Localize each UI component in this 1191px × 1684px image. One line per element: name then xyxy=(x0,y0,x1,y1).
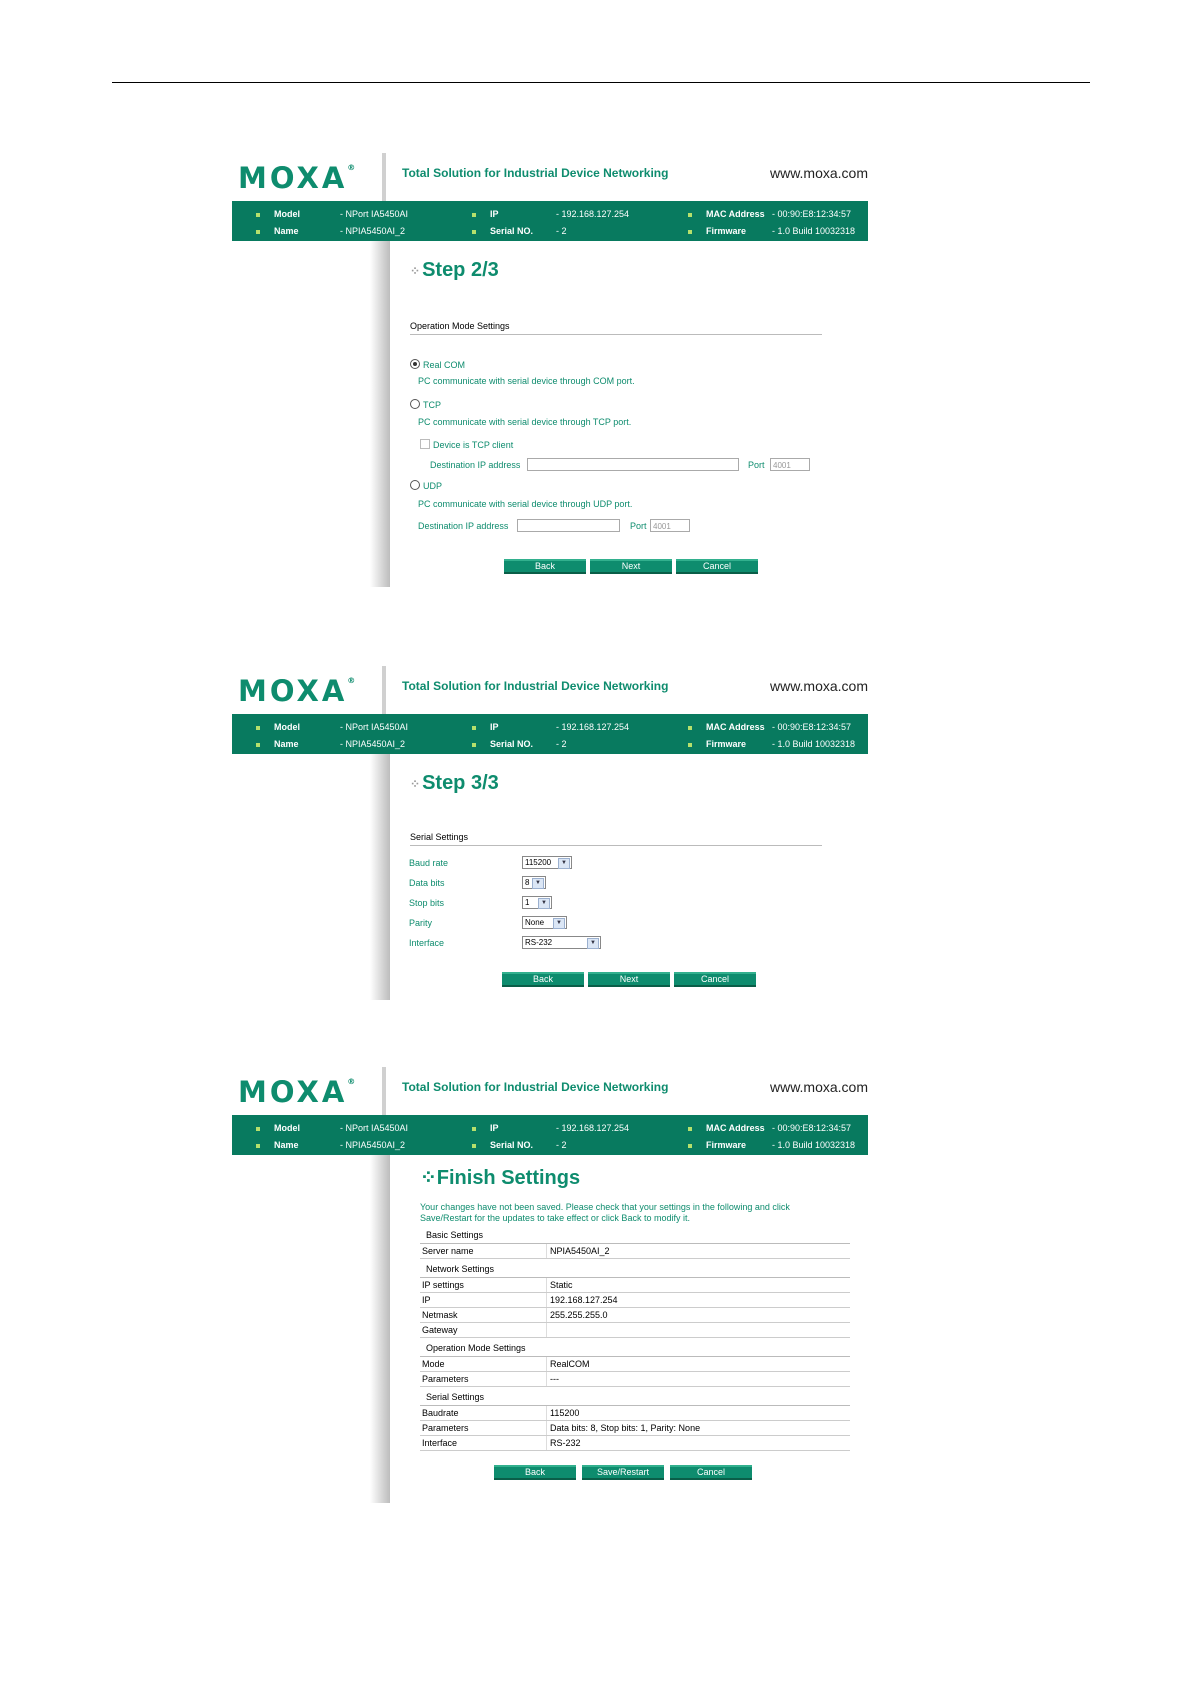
ip-value: - 192.168.127.254 xyxy=(556,722,630,732)
device-info-bar xyxy=(232,201,868,241)
bullet-icon xyxy=(256,1127,260,1131)
website-link[interactable]: www.moxa.com xyxy=(769,678,868,694)
next-button[interactable]: Next xyxy=(590,559,672,574)
column-divider xyxy=(546,1278,547,1292)
tcp-dest-ip-label: Destination IP address xyxy=(430,460,521,470)
row-label: Mode xyxy=(422,1359,445,1369)
header-tagline: Total Solution for Industrial Device Networking xyxy=(402,166,669,180)
table-row xyxy=(420,1357,850,1372)
column-divider xyxy=(546,1357,547,1371)
table-row xyxy=(420,1244,850,1259)
settings-summary-table xyxy=(420,1225,850,1451)
firmware-value: - 1.0 Build 10032318 xyxy=(772,1140,856,1150)
header-separator xyxy=(382,666,386,714)
bullet-icon xyxy=(256,743,260,747)
ip-label: IP xyxy=(490,1123,499,1133)
row-label: Baudrate xyxy=(422,1408,459,1418)
bullet-icon xyxy=(256,230,260,234)
name-label: Name xyxy=(274,739,299,749)
udp-option[interactable]: UDP xyxy=(410,480,442,491)
firmware-label: Firmware xyxy=(706,1140,747,1150)
bullet-icon xyxy=(256,1144,260,1148)
serial-settings-header: Serial Settings xyxy=(426,1392,485,1402)
chevron-down-icon[interactable]: ▼ xyxy=(538,898,550,909)
step2-body xyxy=(232,241,868,587)
bullet-icon xyxy=(688,1127,692,1131)
moxa-header xyxy=(232,1067,868,1115)
serial-label: Serial NO. xyxy=(490,739,534,749)
mac-value: - 00:90:E8:12:34:57 xyxy=(772,209,852,219)
parity-select[interactable]: None ▼ xyxy=(522,916,567,929)
serial-value: - 2 xyxy=(556,1140,567,1150)
column-divider xyxy=(546,1406,547,1420)
column-divider xyxy=(546,1293,547,1307)
baud-rate-label: Baud rate xyxy=(409,858,449,868)
row-label: Server name xyxy=(422,1246,474,1256)
moxa-logo: MOXA® xyxy=(238,1075,356,1109)
udp-port-label: Port xyxy=(630,521,647,531)
screenshot-step2 xyxy=(232,153,868,587)
back-button[interactable]: Back xyxy=(504,559,586,574)
step3-content xyxy=(410,754,868,1000)
header-separator xyxy=(382,1067,386,1115)
header-separator xyxy=(382,153,386,201)
name-label: Name xyxy=(274,1140,299,1150)
row-value: --- xyxy=(550,1374,559,1384)
step-dots-icon: ⁘ xyxy=(410,263,421,278)
udp-desc: PC communicate with serial device through UDP port. xyxy=(418,499,633,509)
unsaved-notice xyxy=(420,1202,830,1224)
column-divider xyxy=(546,1372,547,1386)
table-row xyxy=(420,1293,850,1308)
tcp-desc: PC communicate with serial device through TCP port. xyxy=(418,417,632,427)
name-value: - NPIA5450AI_2 xyxy=(340,739,406,749)
tcp-client-option[interactable]: Device is TCP client xyxy=(420,439,513,450)
table-row xyxy=(420,1323,850,1338)
table-row xyxy=(420,1372,850,1387)
opmode-settings-header: Operation Mode Settings xyxy=(426,1343,526,1353)
tcp-port-label: Port xyxy=(748,460,765,470)
interface-label: Interface xyxy=(409,938,445,948)
udp-port-input[interactable]: 4001 xyxy=(650,519,690,532)
bullet-icon xyxy=(472,1127,476,1131)
step-dots-icon: ⁘ xyxy=(420,1167,437,1189)
mac-value: - 00:90:E8:12:34:57 xyxy=(772,1123,852,1133)
model-value: - NPort IA5450AI xyxy=(340,1123,409,1133)
row-value: RS-232 xyxy=(550,1438,581,1448)
table-row xyxy=(420,1406,850,1421)
cancel-button[interactable]: Cancel xyxy=(676,559,758,574)
row-label: Parameters xyxy=(422,1374,469,1384)
bullet-icon xyxy=(256,726,260,730)
udp-dest-ip-input[interactable] xyxy=(517,519,620,532)
chevron-down-icon[interactable]: ▼ xyxy=(558,858,570,869)
row-label: Netmask xyxy=(422,1310,458,1320)
stop-bits-label: Stop bits xyxy=(409,898,445,908)
column-divider xyxy=(546,1436,547,1450)
bullet-icon xyxy=(472,1144,476,1148)
bullet-icon xyxy=(688,1144,692,1148)
serial-value: - 2 xyxy=(556,226,567,236)
row-label: Parameters xyxy=(422,1423,469,1433)
back-button[interactable]: Back xyxy=(494,1465,576,1480)
firmware-label: Firmware xyxy=(706,739,747,749)
section-header xyxy=(420,1225,850,1244)
cancel-button[interactable]: Cancel xyxy=(674,972,756,987)
mac-label: MAC Address xyxy=(706,209,765,219)
table-row xyxy=(420,1421,850,1436)
model-value: - NPort IA5450AI xyxy=(340,209,409,219)
udp-dest-ip-label: Destination IP address xyxy=(418,521,509,531)
section-title: Serial Settings xyxy=(410,832,822,846)
interface-select[interactable]: RS-232 ▼ xyxy=(522,936,601,949)
model-value: - NPort IA5450AI xyxy=(340,722,409,732)
tcp-option[interactable]: TCP xyxy=(410,399,441,410)
model-label: Model xyxy=(274,209,300,219)
moxa-logo: MOXA® xyxy=(238,674,356,708)
row-value: RealCOM xyxy=(550,1359,590,1369)
bullet-icon xyxy=(472,726,476,730)
checkbox-icon[interactable] xyxy=(420,439,430,449)
bullet-icon xyxy=(688,743,692,747)
step-dots-icon: ⁘ xyxy=(410,776,421,791)
bullet-icon xyxy=(472,743,476,747)
name-label: Name xyxy=(274,226,299,236)
bullet-icon xyxy=(472,230,476,234)
back-button[interactable]: Back xyxy=(502,972,584,987)
radio-icon[interactable] xyxy=(410,480,420,490)
section-header xyxy=(420,1338,850,1357)
table-row xyxy=(420,1278,850,1293)
section-header xyxy=(420,1259,850,1278)
page-title: ⁘ Step 2/3 xyxy=(410,259,499,281)
chevron-down-icon[interactable]: ▼ xyxy=(553,918,565,929)
website-link[interactable]: www.moxa.com xyxy=(769,165,868,181)
data-bits-label: Data bits xyxy=(409,878,445,888)
row-value: 192.168.127.254 xyxy=(550,1295,618,1305)
bullet-icon xyxy=(688,230,692,234)
row-value: 255.255.255.0 xyxy=(550,1310,608,1320)
save-restart-button[interactable]: Save/Restart xyxy=(582,1465,664,1480)
parity-label: Parity xyxy=(409,918,433,928)
left-shadow xyxy=(370,241,390,587)
column-divider xyxy=(546,1421,547,1435)
moxa-header xyxy=(232,666,868,714)
row-label: IP xyxy=(422,1295,431,1305)
mac-label: MAC Address xyxy=(706,1123,765,1133)
row-value: Static xyxy=(550,1280,573,1290)
serial-label: Serial NO. xyxy=(490,226,534,236)
bullet-icon xyxy=(688,213,692,217)
finish-content xyxy=(410,1155,868,1503)
mac-value: - 00:90:E8:12:34:57 xyxy=(772,722,852,732)
table-row xyxy=(420,1308,850,1323)
serial-value: - 2 xyxy=(556,739,567,749)
moxa-header xyxy=(232,153,868,201)
column-divider xyxy=(546,1308,547,1322)
radio-icon[interactable] xyxy=(410,399,420,409)
chevron-down-icon[interactable]: ▼ xyxy=(587,938,599,949)
network-settings-header: Network Settings xyxy=(426,1264,495,1274)
table-row xyxy=(420,1436,850,1451)
device-info-bar xyxy=(232,1115,868,1155)
section-header xyxy=(420,1387,850,1406)
column-divider xyxy=(546,1244,547,1258)
section-title: Operation Mode Settings xyxy=(410,321,822,335)
left-shadow xyxy=(370,1155,390,1503)
model-label: Model xyxy=(274,1123,300,1133)
firmware-value: - 1.0 Build 10032318 xyxy=(772,226,856,236)
baud-rate-select[interactable]: 115200 ▼ xyxy=(522,856,572,869)
row-label: Interface xyxy=(422,1438,458,1448)
row-label: IP settings xyxy=(422,1280,464,1290)
device-info-bar xyxy=(232,714,868,754)
stop-bits-select[interactable]: 1 ▼ xyxy=(522,896,552,909)
realcom-option[interactable]: Real COM xyxy=(410,359,465,370)
bullet-icon xyxy=(256,213,260,217)
row-label: Gateway xyxy=(422,1325,458,1335)
page-title: ⁘Finish Settings xyxy=(420,1167,581,1189)
firmware-value: - 1.0 Build 10032318 xyxy=(772,739,856,749)
cancel-button[interactable]: Cancel xyxy=(670,1465,752,1480)
bullet-icon xyxy=(688,726,692,730)
step2-content xyxy=(410,241,868,587)
screenshot-finish xyxy=(232,1067,868,1503)
step3-body xyxy=(232,754,868,1000)
data-bits-select[interactable]: 8 ▼ xyxy=(522,876,546,889)
next-button[interactable]: Next xyxy=(588,972,670,987)
row-value: NPIA5450AI_2 xyxy=(550,1246,610,1256)
website-link[interactable]: www.moxa.com xyxy=(769,1079,868,1095)
row-value: Data bits: 8, Stop bits: 1, Parity: None xyxy=(550,1423,701,1433)
mac-label: MAC Address xyxy=(706,722,765,732)
screenshot-step3 xyxy=(232,666,868,1000)
ip-label: IP xyxy=(490,209,499,219)
tcp-dest-ip-input[interactable] xyxy=(527,458,739,471)
row-value: 115200 xyxy=(550,1408,580,1418)
bullet-icon xyxy=(472,213,476,217)
serial-label: Serial NO. xyxy=(490,1140,534,1150)
header-tagline: Total Solution for Industrial Device Networking xyxy=(402,679,669,693)
page-rule xyxy=(112,82,1090,83)
chevron-down-icon[interactable]: ▼ xyxy=(532,878,544,889)
tcp-port-input[interactable]: 4001 xyxy=(770,458,810,471)
name-value: - NPIA5450AI_2 xyxy=(340,226,406,236)
left-shadow xyxy=(370,754,390,1000)
model-label: Model xyxy=(274,722,300,732)
page-title: ⁘ Step 3/3 xyxy=(410,772,499,794)
finish-body xyxy=(232,1155,868,1503)
header-tagline: Total Solution for Industrial Device Networking xyxy=(402,1080,669,1094)
radio-selected-icon[interactable] xyxy=(410,359,420,369)
notice-line: Save/Restart for the updates to take effect or click Back to modify it. xyxy=(420,1213,690,1223)
column-divider xyxy=(546,1323,547,1337)
firmware-label: Firmware xyxy=(706,226,747,236)
moxa-logo: MOXA® xyxy=(238,161,356,195)
notice-line: Your changes have not been saved. Please check that your settings in the following and click xyxy=(420,1202,790,1212)
ip-value: - 192.168.127.254 xyxy=(556,1123,630,1133)
realcom-desc: PC communicate with serial device through COM port. xyxy=(418,376,635,386)
ip-label: IP xyxy=(490,722,499,732)
name-value: - NPIA5450AI_2 xyxy=(340,1140,406,1150)
basic-settings-header: Basic Settings xyxy=(426,1230,484,1240)
ip-value: - 192.168.127.254 xyxy=(556,209,630,219)
